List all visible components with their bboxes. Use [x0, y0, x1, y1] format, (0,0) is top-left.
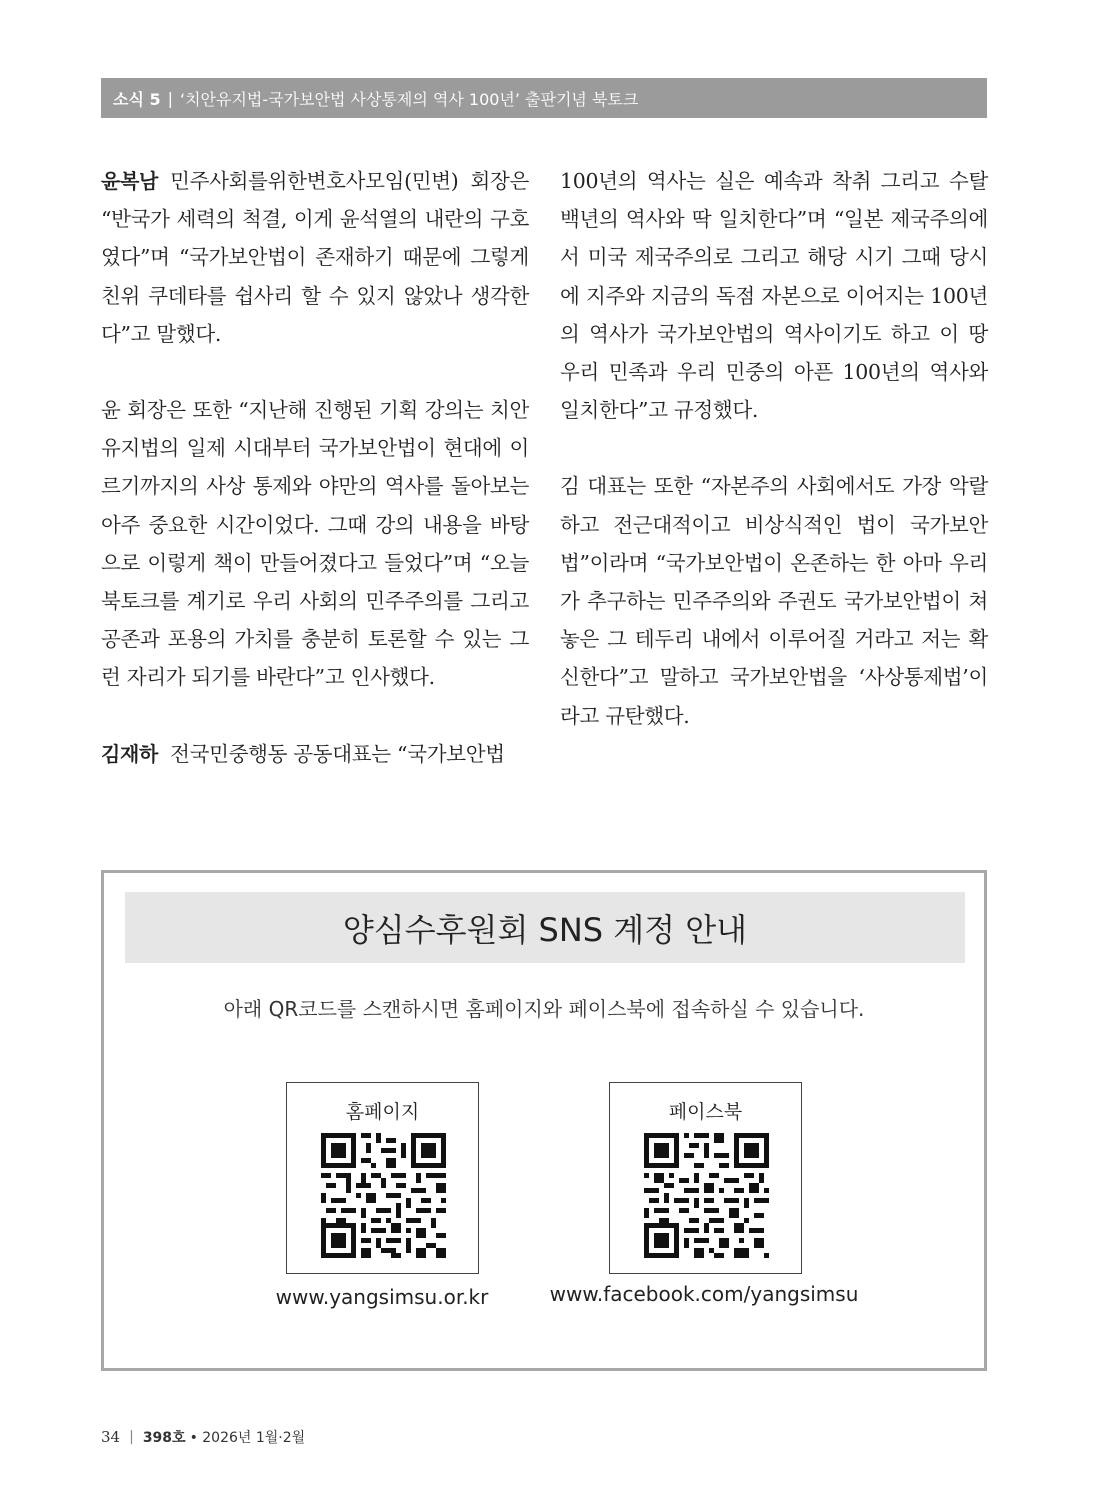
paragraph-kim: [101, 735, 529, 773]
section-header: [101, 78, 987, 118]
issue-number: 398호: [142, 1430, 186, 1446]
paragraph-text: 100년의 역사는 실은 예속과 착취 그리고 수탈 백년의 역사와 딱 일치한다”며 “일본 제국주의에서 미국 제국주의로 그리고 해당 시기 그때 당시에 지주와 지금의 독점 자본으로 이어지는 100년의 역사가 국가보안법의 역사이기도 하고 이 땅 우리 민족과 우리 민중의 아픈 100년의 역사와 일치한다”고 규정했다.: [560, 169, 988, 423]
right-column: [560, 162, 988, 735]
header-separator: |: [167, 88, 174, 108]
section-number: 소식 5: [113, 89, 161, 109]
paragraph-yoon: [101, 162, 529, 353]
homepage-qr-label: 홈페이지: [345, 1101, 420, 1123]
paragraph-text: 민주사회를위한변호사모임(민변) 회장은 “반국가 세력의 척결, 이게 윤석열의 내란의 구호였다”며 “국가보안법이 존재하기 때문에 그렇게 친위 쿠데타를 쉽사리 할 수 있지 않았나 생각한다”고 말했다.: [101, 169, 529, 346]
paragraph-text: 김 대표는 또한 “자본주의 사회에서도 가장 악랄하고 전근대적이고 비상식적인 법이 국가보안법”이라며 “국가보안법이 온존하는 한 아마 우리가 추구하는 민주주의와 주권도 국가보안법이 쳐놓은 그 테두리 내에서 이루어질 거라고 저는 확신한다”고 말하고 국가보안법을 ‘사상통제법’이라고 규탄했다.: [560, 474, 988, 728]
paragraph-yoon-2: [101, 391, 529, 697]
homepage-qr-code-icon[interactable]: [321, 1133, 446, 1258]
paragraph-text: 전국민중행동 공동대표는 “국가보안법: [170, 741, 505, 766]
paragraph-text: 윤 회장은 또한 “지난해 진행된 기획 강의는 치안 유지법의 일제 시대부터 국가보안법이 현대에 이르기까지의 사상 통제와 야만의 역사를 돌아보는 아주 중요한 시간이었다. 그때 강의 내용을 바탕으로 이렇게 책이 만들어졌다고 들었다”며 “오늘 북토크를 계기로 우리 사회의 민주주의를 그리고 공존과 포용의 가치를 충분히 토론할 수 있는 그런 자리가 되기를 바란다”고 인사했다.: [101, 398, 529, 690]
speaker-name: 윤복남: [101, 169, 159, 193]
sns-description: 아래 QR코드를 스캔하시면 홈페이지와 페이스북에 접속하실 수 있습니다.: [223, 997, 865, 1021]
facebook-qr-code-icon[interactable]: [644, 1133, 769, 1258]
paragraph-kim-continued: [560, 162, 988, 429]
section-title: ‘치안유지법-국가보안법 사상통제의 역사 100년’ 출판기념 북토크: [180, 89, 639, 109]
page-footer: [101, 1427, 305, 1447]
left-column: [101, 162, 529, 773]
homepage-url[interactable]: www.yangsimsu.or.kr: [275, 1285, 489, 1309]
footer-separator: |: [129, 1429, 134, 1445]
facebook-qr-card[interactable]: [609, 1082, 802, 1274]
issue-date: • 2026년 1월·2월: [189, 1430, 306, 1446]
sns-title: 양심수후원회 SNS 계정 안내: [125, 892, 965, 963]
speaker-name: 김재하: [101, 741, 159, 766]
facebook-url[interactable]: www.facebook.com/yangsimsu: [549, 1282, 859, 1306]
homepage-qr-card[interactable]: [286, 1082, 479, 1274]
paragraph-kim-2: [560, 467, 988, 734]
facebook-qr-label: 페이스북: [668, 1101, 743, 1123]
page-number: 34: [101, 1428, 121, 1446]
sns-info-box: [101, 870, 987, 1371]
